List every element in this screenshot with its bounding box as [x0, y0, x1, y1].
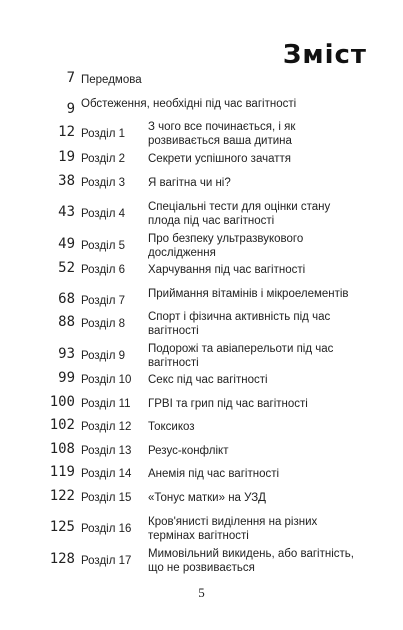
toc-chapter-label: Розділ 17	[81, 555, 132, 567]
toc-page-number: 108	[49, 441, 75, 457]
toc-page-number: 9	[66, 101, 75, 117]
toc-page-number: 19	[58, 149, 75, 165]
toc-page-number: 12	[58, 124, 75, 140]
toc-entry-title: Спорт і фізична активність під час вагітності	[148, 311, 331, 337]
toc-chapter-label: Розділ 6	[81, 264, 126, 276]
toc-page-number: 119	[49, 464, 75, 480]
toc-entry-title: Спеціальні тести для оцінки стану плода під час вагітності	[148, 201, 331, 227]
toc-entry-title: Передмова	[81, 74, 142, 86]
toc-entry-title: З чого все починається, і як розвивається ваша дитина	[148, 121, 296, 147]
toc-chapter-label: Розділ 11	[81, 398, 131, 410]
toc-chapter-label: Розділ 3	[81, 177, 126, 189]
page-title: Зміст	[282, 40, 367, 70]
toc-chapter-label: Розділ 16	[81, 523, 132, 535]
toc-entry-title: Мимовільний викидень, або вагітність, що не розвивається	[148, 548, 354, 574]
toc-page-number: 43	[58, 204, 75, 220]
toc-entry-title: Секрети успішного зачаття	[148, 153, 291, 165]
toc-entry-title: Я вагітна чи ні?	[148, 177, 231, 189]
toc-entry-title: ГРВІ та грип під час вагітності	[148, 398, 308, 410]
toc-entry-title: Харчування під час вагітності	[148, 264, 306, 276]
toc-chapter-label: Розділ 14	[81, 468, 132, 480]
toc-page-number: 38	[58, 173, 75, 189]
toc-chapter-label: Розділ 2	[81, 153, 126, 165]
toc-entry-title: Резус-конфлікт	[148, 445, 229, 457]
toc-chapter-label: Розділ 8	[81, 318, 126, 330]
toc-chapter-label: Розділ 5	[81, 240, 126, 252]
toc-page-number: 7	[66, 70, 75, 86]
toc-chapter-label: Розділ 1	[81, 128, 126, 140]
toc-entry-title: Токсикоз	[148, 421, 195, 433]
toc-chapter-label: Розділ 13	[81, 445, 132, 457]
toc-chapter-label: Розділ 10	[81, 374, 132, 386]
toc-entry-title: Кров'янисті виділення на різних термінах вагітності	[148, 516, 318, 542]
toc-page-number: 125	[49, 519, 75, 535]
toc-page-number: 102	[49, 417, 75, 433]
toc-page-number: 52	[58, 260, 75, 276]
toc-chapter-label: Розділ 9	[81, 350, 126, 362]
toc-entry-title: Секс під час вагітності	[148, 374, 268, 386]
toc-page-number: 99	[58, 370, 75, 386]
toc-page-number: 49	[58, 236, 75, 252]
toc-page-number: 93	[58, 346, 75, 362]
toc-page-number: 128	[49, 551, 75, 567]
toc-chapter-label: Розділ 12	[81, 421, 132, 433]
page-number: 5	[198, 585, 205, 600]
toc-entry-title: Анемія під час вагітності	[148, 468, 280, 480]
toc-entry-title: Приймання вітамінів і мікроелементів	[148, 288, 349, 300]
toc-entry-title: «Тонус матки» на УЗД	[148, 492, 266, 504]
toc-page-number: 100	[49, 394, 75, 410]
toc-page-number: 88	[58, 314, 75, 330]
toc-chapter-label: Розділ 4	[81, 208, 126, 220]
toc-chapter-label: Розділ 15	[81, 492, 132, 504]
toc-chapter-label: Розділ 7	[81, 295, 126, 307]
toc-page-number: 122	[49, 488, 75, 504]
toc-entry-title: Обстеження, необхідні під час вагітності	[81, 98, 297, 110]
toc-entry-title: Подорожі та авіаперельоти під час вагітності	[148, 343, 334, 369]
toc-entry-title: Про безпеку ультразвукового дослідження	[148, 233, 304, 259]
toc-page-number: 68	[58, 291, 75, 307]
